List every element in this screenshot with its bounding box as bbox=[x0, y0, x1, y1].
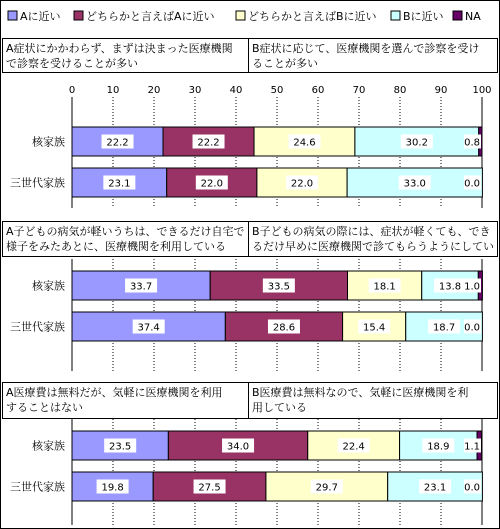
statement-a-text: 様子をみたあとに、医療機関を利用している bbox=[6, 240, 226, 253]
x-tick-label: 100 bbox=[472, 85, 492, 96]
data-label: 18.9 bbox=[427, 441, 450, 453]
data-label: 22.0 bbox=[290, 178, 314, 190]
legend-label: Bに近い bbox=[403, 10, 444, 23]
statement-a-text: することはない bbox=[6, 401, 83, 414]
data-label: 0.0 bbox=[464, 482, 480, 494]
data-label: 18.7 bbox=[432, 322, 456, 334]
data-label: 19.8 bbox=[101, 482, 124, 494]
data-label: 27.5 bbox=[198, 482, 221, 494]
legend-label: Aに近い bbox=[20, 10, 61, 23]
data-label: 0.0 bbox=[464, 178, 480, 190]
data-label: 33.7 bbox=[129, 281, 153, 293]
data-label: 0.0 bbox=[464, 322, 480, 334]
data-label: 0.8 bbox=[464, 137, 480, 149]
statement-b-text: ることが多い bbox=[252, 57, 318, 70]
legend-label: どちらかと言えばBに近い bbox=[248, 10, 377, 23]
statement-b-text: B子どもの病気の際には、症状が軽くても、でき bbox=[252, 225, 491, 238]
x-tick-label: 30 bbox=[188, 85, 202, 96]
data-label: 24.6 bbox=[293, 137, 316, 149]
data-label: 22.0 bbox=[200, 178, 223, 190]
statement-b-text: B症状に応じて、医療機関を選んで診察を受け bbox=[252, 42, 480, 55]
row-label: 核家族 bbox=[32, 135, 65, 149]
statement-a-text: A症状にかかわらず、まずは決まった医療機関 bbox=[6, 42, 233, 55]
statement-a-text: A子どもの病気が軽いうちは、できるだけ自宅で bbox=[6, 225, 245, 238]
statement-b-text: 用している bbox=[252, 401, 307, 414]
row-label: 三世代家族 bbox=[10, 480, 65, 494]
data-label: 34.0 bbox=[226, 441, 250, 453]
row-label: 核家族 bbox=[32, 439, 65, 453]
statement-b-text: B医療費は無料なので、気軽に医療機関を利 bbox=[252, 386, 469, 399]
statement-a-text: A医療費は無料だが、気軽に医療機関を利用 bbox=[6, 386, 223, 399]
data-label: 13.8 bbox=[438, 281, 462, 293]
x-tick-label: 70 bbox=[352, 85, 366, 96]
data-label: 22.2 bbox=[106, 137, 129, 149]
data-label: 33.0 bbox=[403, 178, 426, 190]
row-label: 三世代家族 bbox=[10, 176, 65, 190]
x-tick-label: 80 bbox=[393, 85, 407, 96]
row-label: 三世代家族 bbox=[10, 320, 65, 334]
statement-a-text: で診察を受けることが多い bbox=[6, 57, 138, 70]
data-label: 28.6 bbox=[272, 322, 296, 334]
legend-label: どちらかと言えばAに近い bbox=[86, 10, 215, 23]
x-tick-label: 90 bbox=[434, 85, 448, 96]
x-tick-label: 0 bbox=[68, 85, 76, 96]
x-tick-label: 10 bbox=[106, 85, 120, 96]
legend-swatch bbox=[74, 11, 83, 20]
x-tick-label: 60 bbox=[311, 85, 325, 96]
data-label: 22.2 bbox=[197, 137, 220, 149]
row-label: 核家族 bbox=[32, 279, 65, 293]
legend-swatch bbox=[236, 11, 245, 20]
data-label: 15.4 bbox=[363, 322, 386, 334]
data-label: 37.4 bbox=[137, 322, 160, 334]
data-label: 1.1 bbox=[464, 441, 480, 453]
data-label: 29.7 bbox=[315, 482, 338, 494]
statement-b-text: るだけ早めに医療機関で診てもらうようにしてい bbox=[252, 240, 494, 253]
data-label: 18.1 bbox=[373, 281, 396, 293]
legend-label: NA bbox=[465, 10, 481, 23]
legend-swatch bbox=[8, 11, 17, 20]
legend-swatch bbox=[453, 11, 462, 20]
data-label: 23.1 bbox=[108, 178, 131, 190]
data-label: 23.5 bbox=[109, 441, 132, 453]
data-label: 33.5 bbox=[267, 281, 290, 293]
legend-swatch bbox=[391, 11, 400, 20]
x-tick-label: 40 bbox=[229, 85, 243, 96]
x-tick-label: 50 bbox=[270, 85, 284, 96]
data-label: 22.4 bbox=[342, 441, 365, 453]
data-label: 23.1 bbox=[423, 482, 447, 494]
data-label: 1.0 bbox=[464, 281, 480, 293]
data-label: 30.2 bbox=[405, 137, 428, 149]
x-tick-label: 20 bbox=[147, 85, 161, 96]
